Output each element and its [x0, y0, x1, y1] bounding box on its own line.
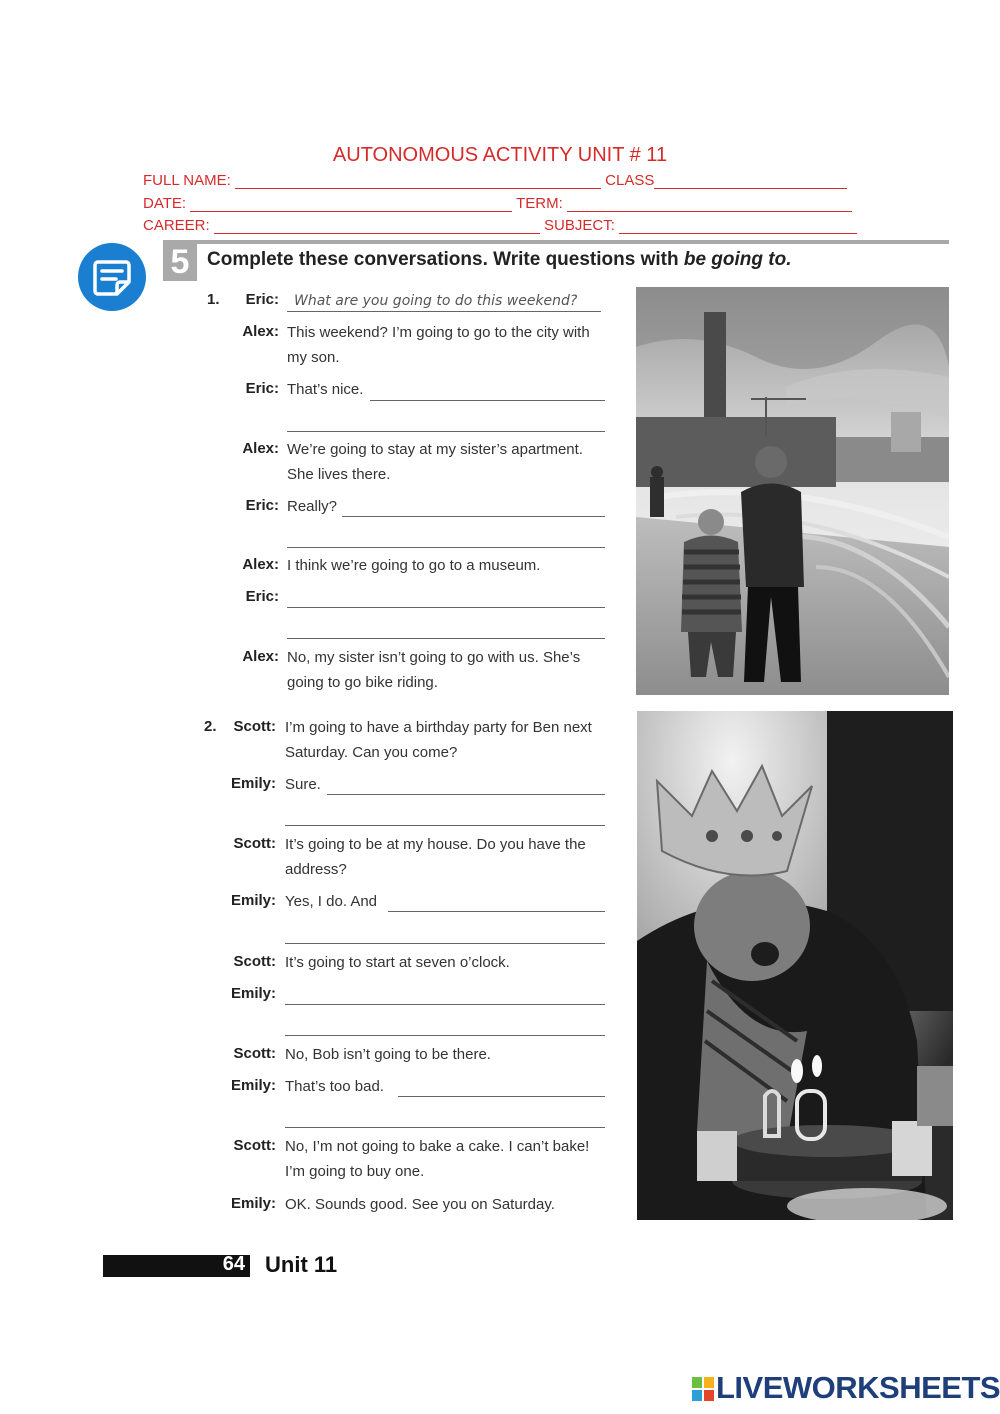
dialogue-line: That’s nice. [287, 381, 364, 398]
full-name-field[interactable] [235, 174, 601, 189]
dialogue-line: It’s going to start at seven o’clock. [285, 954, 510, 971]
dialogue-line: my son. [287, 349, 340, 366]
exercise-number: 5 [163, 244, 197, 281]
speaker-label: Scott: [233, 718, 276, 735]
speaker-label: Emily: [230, 892, 276, 909]
speaker-label: Scott: [233, 1045, 276, 1062]
dialogue-line: This weekend? I’m going to go to the city with [287, 324, 590, 341]
dialogue-line: No, I’m not going to bake a cake. I can’t bake! [285, 1138, 590, 1155]
conversation-1-number: 1. [207, 291, 220, 308]
birthday-photo [637, 711, 953, 1220]
dialogue-line: OK. Sounds good. See you on Saturday. [285, 1196, 555, 1213]
career-label: CAREER: [143, 217, 210, 234]
subject-field[interactable] [619, 219, 857, 234]
speaker-label: Alex: [242, 440, 279, 457]
speaker-label: Scott: [233, 1137, 276, 1154]
dialogue-line: We’re going to stay at my sister’s apartment. [287, 441, 583, 458]
speaker-label: Emily: [230, 1195, 276, 1212]
dialogue-line: Really? [287, 498, 338, 515]
dialogue-line: That’s too bad. [285, 1078, 384, 1095]
answer-input[interactable] [287, 620, 605, 639]
section-rule [163, 240, 949, 244]
activity-title: AUTONOMOUS ACTIVITY UNIT # 11 [332, 144, 668, 166]
answer-input[interactable] [370, 382, 605, 401]
full-name-row [143, 172, 847, 189]
answer-input[interactable] [285, 1017, 605, 1036]
date-label: DATE: [143, 195, 187, 212]
full-name-label: FULL NAME: [143, 172, 231, 189]
speaker-label: Emily: [230, 775, 276, 792]
speaker-label: Alex: [242, 556, 279, 573]
date-row [143, 195, 852, 212]
dialogue-line: going to go bike riding. [287, 674, 438, 691]
answer-input[interactable] [398, 1078, 605, 1097]
class-label: CLASS [605, 172, 655, 189]
dialogue-line: I think we’re going to go to a museum. [287, 557, 541, 574]
example-answer: What are you going to do this weekend? [294, 293, 578, 309]
speaker-label: Scott: [233, 835, 276, 852]
dialogue-line: address? [285, 861, 347, 878]
subject-label: SUBJECT: [544, 217, 615, 234]
unit-label: Unit 11 [265, 1252, 338, 1277]
answer-input[interactable] [285, 1109, 605, 1128]
date-field[interactable] [190, 197, 512, 212]
answer-input[interactable] [287, 589, 605, 608]
speaker-label: Eric: [245, 291, 279, 308]
conversation-2-number: 2. [204, 718, 217, 735]
speaker-label: Emily: [230, 1077, 276, 1094]
speaker-label: Eric: [245, 497, 279, 514]
bridge-photo [636, 287, 949, 695]
page-number: 64 [222, 1253, 245, 1275]
answer-line [287, 310, 601, 312]
answer-input[interactable] [285, 986, 605, 1005]
exercise-instruction [207, 249, 792, 271]
speaker-label: Emily: [230, 985, 276, 1002]
dialogue-line: No, Bob isn’t going to be there. [285, 1046, 491, 1063]
speaker-label: Eric: [245, 380, 279, 397]
speaker-label: Alex: [242, 648, 279, 665]
answer-input[interactable] [287, 529, 605, 548]
dialogue-line: Sure. [285, 776, 321, 793]
dialogue-line: It’s going to be at my house. Do you have the [285, 836, 586, 853]
answer-input[interactable] [327, 776, 605, 795]
term-label: TERM: [516, 195, 563, 212]
career-row [143, 217, 857, 234]
answer-input[interactable] [342, 498, 605, 517]
dialogue-line: I’m going to buy one. [285, 1163, 425, 1180]
instruction-text: Complete these conversations. Write questions with [207, 249, 684, 270]
answer-input[interactable] [285, 925, 605, 944]
career-field[interactable] [214, 219, 540, 234]
instruction-italic-text: be going to. [683, 249, 792, 270]
dialogue-line: She lives there. [287, 466, 391, 483]
term-field[interactable] [567, 197, 852, 212]
answer-input[interactable] [287, 413, 605, 432]
dialogue-line: Yes, I do. And [285, 893, 378, 910]
notes-icon[interactable] [78, 243, 146, 311]
speaker-label: Scott: [233, 953, 276, 970]
class-field[interactable] [654, 174, 847, 189]
liveworksheets-logo [692, 1377, 714, 1401]
brand-name: LIVEWORKSHEETS [716, 1370, 1000, 1405]
speaker-label: Eric: [245, 588, 279, 605]
speaker-label: Alex: [242, 323, 279, 340]
answer-input[interactable] [285, 807, 605, 826]
answer-input[interactable] [388, 893, 605, 912]
dialogue-line: No, my sister isn’t going to go with us. She’s [287, 649, 581, 666]
dialogue-line: I’m going to have a birthday party for Ben next [285, 719, 592, 736]
dialogue-line: Saturday. Can you come? [285, 744, 458, 761]
